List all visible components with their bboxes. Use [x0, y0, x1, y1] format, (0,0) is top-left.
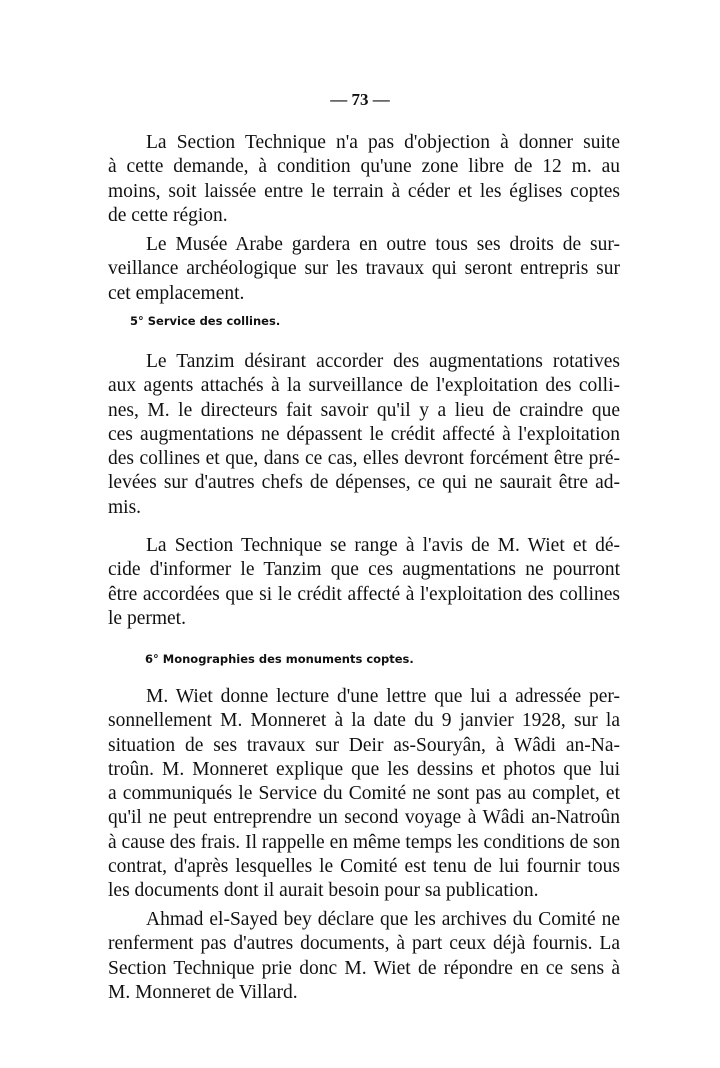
text-line: levées sur d'autres chefs de dépenses, ce qui ne saurait être ad-: [108, 472, 620, 494]
text-line: sonnellement M. Monneret à la date du 9 janvier 1928, sur la: [108, 710, 620, 732]
text-line: a communiqués le Service du Comité ne sont pas au complet, et: [108, 783, 620, 805]
text-line: qu'il ne peut entreprendre un second voyage à Wâdi an-Natroûn: [108, 807, 620, 829]
text-line: ces augmentations ne dépassent le crédit affecté à l'exploitation: [108, 423, 620, 445]
text-line: Le Tanzim désirant accorder des augmentations rotatives: [146, 351, 620, 372]
text-line: Ahmad el-Sayed bey déclare que les archives du Comité ne: [146, 909, 620, 930]
text-line: être accordées que si le crédit affecté à l'exploitation des collines: [108, 583, 620, 605]
section-heading: 6° Monographies des monuments coptes.: [145, 652, 414, 666]
text-line: La Section Technique n'a pas d'objection à donner suite: [146, 132, 620, 153]
text-line: à cette demande, à condition qu'une zone libre de 12 m. au: [108, 156, 620, 178]
text-line: mis.: [108, 496, 142, 518]
text-line: cide d'informer le Tanzim que ces augmentations ne pourront: [108, 559, 620, 581]
text-line: les documents dont il aurait besoin pour sa publication.: [108, 880, 539, 902]
text-line: contrat, d'après lesquelles le Comité est tenu de lui fournir tous: [108, 856, 620, 878]
page-number: — 73 —: [330, 90, 390, 109]
text-line: le permet.: [108, 607, 186, 629]
paragraph: [108, 685, 620, 904]
text-line: situation de ses travaux sur Deir as-Souryân, à Wâdi an-Na-: [108, 734, 620, 756]
text-line: M. Wiet donne lecture d'une lettre que lui a adressée per-: [146, 686, 620, 707]
text-line: Le Musée Arabe gardera en outre tous ses droits de sur-: [146, 234, 620, 255]
text-line: aux agents attachés à la surveillance de l'exploitation des colli-: [108, 375, 620, 397]
text-line: de cette région.: [108, 204, 228, 226]
text-line: troûn. M. Monneret explique que les dessins et photos que lui: [108, 758, 620, 780]
section-heading: 5° Service des collines.: [130, 314, 281, 328]
paragraph: [108, 233, 620, 306]
paragraph: [108, 131, 620, 228]
text-line: moins, soit laissée entre le terrain à céder et les églises coptes: [108, 180, 620, 202]
paragraph: [108, 350, 620, 520]
text-line: à cause des frais. Il rappelle en même temps les conditions de son: [108, 831, 620, 853]
text-line: renferment pas d'autres documents, à part ceux déjà fournis. La: [108, 933, 620, 955]
text-line: La Section Technique se range à l'avis de M. Wiet et dé-: [146, 535, 620, 556]
paragraph: [108, 908, 620, 1005]
text-line: Section Technique prie donc M. Wiet de répondre en ce sens à: [108, 957, 620, 979]
paragraph: [108, 534, 620, 631]
text-line: nes, M. le directeurs fait savoir qu'il y a lieu de craindre que: [108, 399, 620, 421]
text-line: veillance archéologique sur les travaux qui seront entrepris sur: [108, 258, 620, 280]
text-line: des collines et que, dans ce cas, elles devront forcément être pré-: [108, 448, 620, 470]
text-line: cet emplacement.: [108, 282, 245, 304]
text-line: M. Monneret de Villard.: [108, 981, 298, 1003]
